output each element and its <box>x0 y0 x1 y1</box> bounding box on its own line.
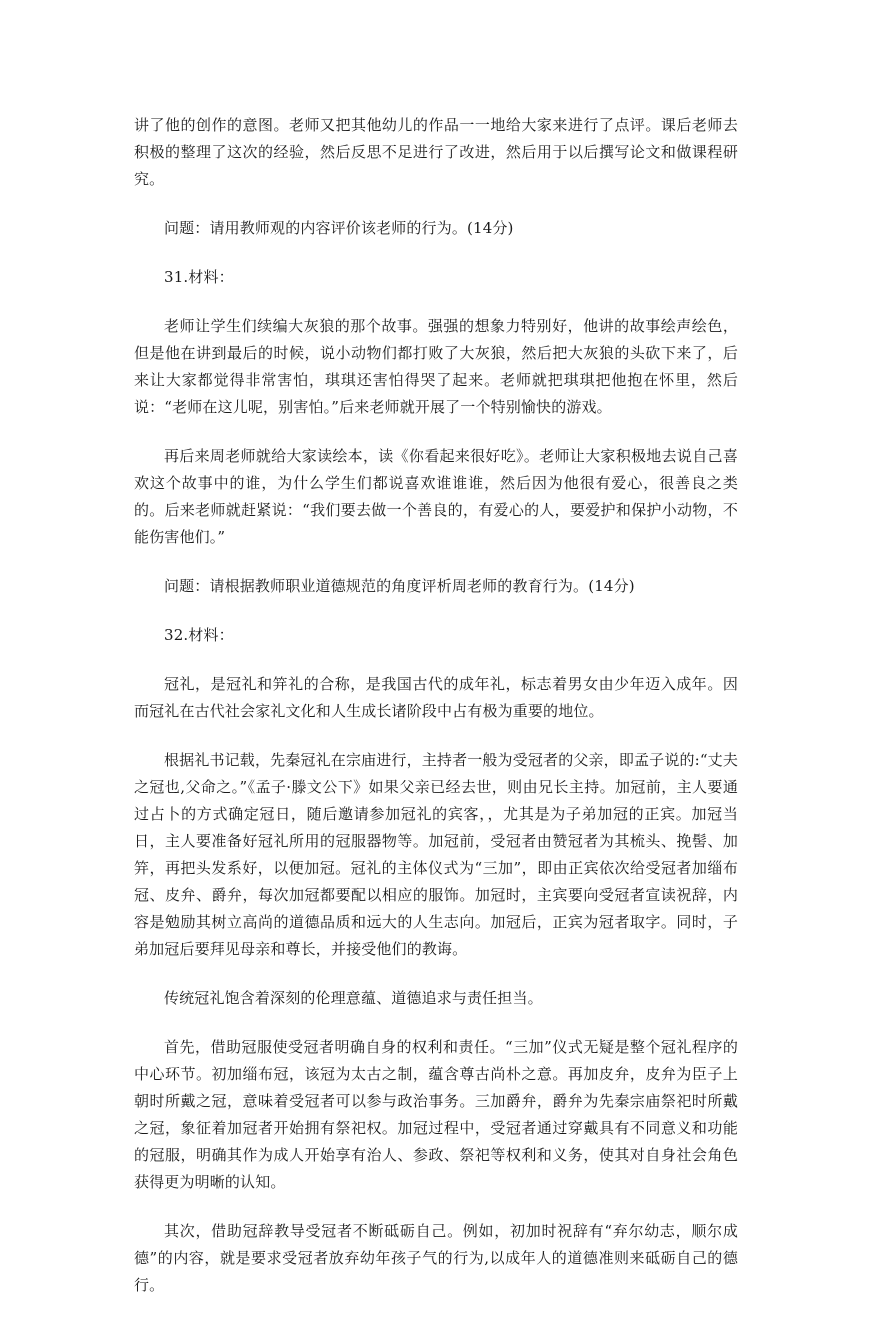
paragraph-32-thesis: 传统冠礼饱含着深刻的伦理意蕴、道德追求与责任担当。 <box>164 989 543 1007</box>
paragraph-32-ritual: 根据礼书记载，先秦冠礼在宗庙进行，主持者一般为受冠者的父亲，即孟子说的:“丈夫之冠也,父命之。”《孟子·滕文公下》如果父亲已经去世，则由兄长主持。加冠前，主人要通过占卜的方式确定冠日，随后邀请参加冠礼的宾客，，尤其是为子弟加冠的正宾。加冠当日，主人要准备好冠礼所用的冠服器物等。加冠前，受冠者由赞冠者为其梳头、挽髻、加笄，再把头发系好，以便加冠。冠礼的主体仪式为“三加”，即由正宾依次给受冠者加缁布冠、皮弁、爵弁，每次加冠都要配以相应的服饰。加冠时，主宾要向受冠者宣读祝辞，内容是勉励其树立高尚的道德品质和远大的人生志向。加冠后，正宾为冠者取字。同时，子弟加冠后要拜见母亲和尊长，并接受他们的教诲。 <box>134 751 738 958</box>
document-body <box>134 112 738 1321</box>
question-31: 问题：请根据教师职业道德规范的角度评析周老师的教育行为。(14分) <box>164 577 635 595</box>
question-30: 问题：请用教师观的内容评价该老师的行为。(14分) <box>164 219 514 237</box>
paragraph-32-intro: 冠礼，是冠礼和笄礼的合称，是我国古代的成年礼，标志着男女由少年迈入成年。因而冠礼在古代社会家礼文化和人生成长诸阶段中占有极为重要的地位。 <box>134 675 738 720</box>
material-label-32: 32.材料： <box>164 626 234 644</box>
paragraph-31-story: 老师让学生们续编大灰狼的那个故事。强强的想象力特别好，他讲的故事绘声绘色，但是他在讲到最后的时候，说小动物们都打败了大灰狼，然后把大灰狼的头砍下来了，后来让大家都觉得非常害怕，琪琪还害怕得哭了起来。老师就把琪琪把他抱在怀里，然后说：“老师在这儿呢，别害怕。”后来老师就开展了一个特别愉快的游戏。 <box>134 317 738 416</box>
paragraph-31-picturebook: 再后来周老师就给大家读绘本，读《你看起来很好吃》。老师让大家积极地去说自己喜欢这个故事中的谁，为什么学生们都说喜欢谁谁谁，然后因为他很有爱心，很善良之类的。后来老师就赶紧说：“我们要去做一个善良的，有爱心的人，要爱护和保护小动物，不能伤害他们。” <box>134 447 738 546</box>
paragraph-continuation: 讲了他的创作的意图。老师又把其他幼儿的作品一一地给大家来进行了点评。课后老师去积极的整理了这次的经验，然后反思不足进行了改进，然后用于以后撰写论文和做课程研究。 <box>134 116 738 188</box>
material-label-31: 31.材料： <box>164 268 234 286</box>
paragraph-32-second: 其次，借助冠辞教导受冠者不断砥砺自己。例如，初加时祝辞有“弃尔幼志，顺尔成德”的内容，就是要求受冠者放弃幼年孩子气的行为,以成年人的道德准则来砥砺自己的德行。 <box>134 1222 738 1294</box>
paragraph-32-first: 首先，借助冠服使受冠者明确自身的权利和责任。“三加”仪式无疑是整个冠礼程序的中心环节。初加缁布冠，该冠为太古之制，蕴含尊古尚朴之意。再加皮弁，皮弁为臣子上朝时所戴之冠，意味着受冠者可以参与政治事务。三加爵弁，爵弁为先秦宗庙祭祀时所戴之冠，象征着加冠者开始拥有祭祀权。加冠过程中，受冠者通过穿戴具有不同意义和功能的冠服，明确其作为成人开始享有治人、参政、祭祀等权利和义务，使其对自身社会角色获得更为明晰的认知。 <box>134 1038 738 1191</box>
